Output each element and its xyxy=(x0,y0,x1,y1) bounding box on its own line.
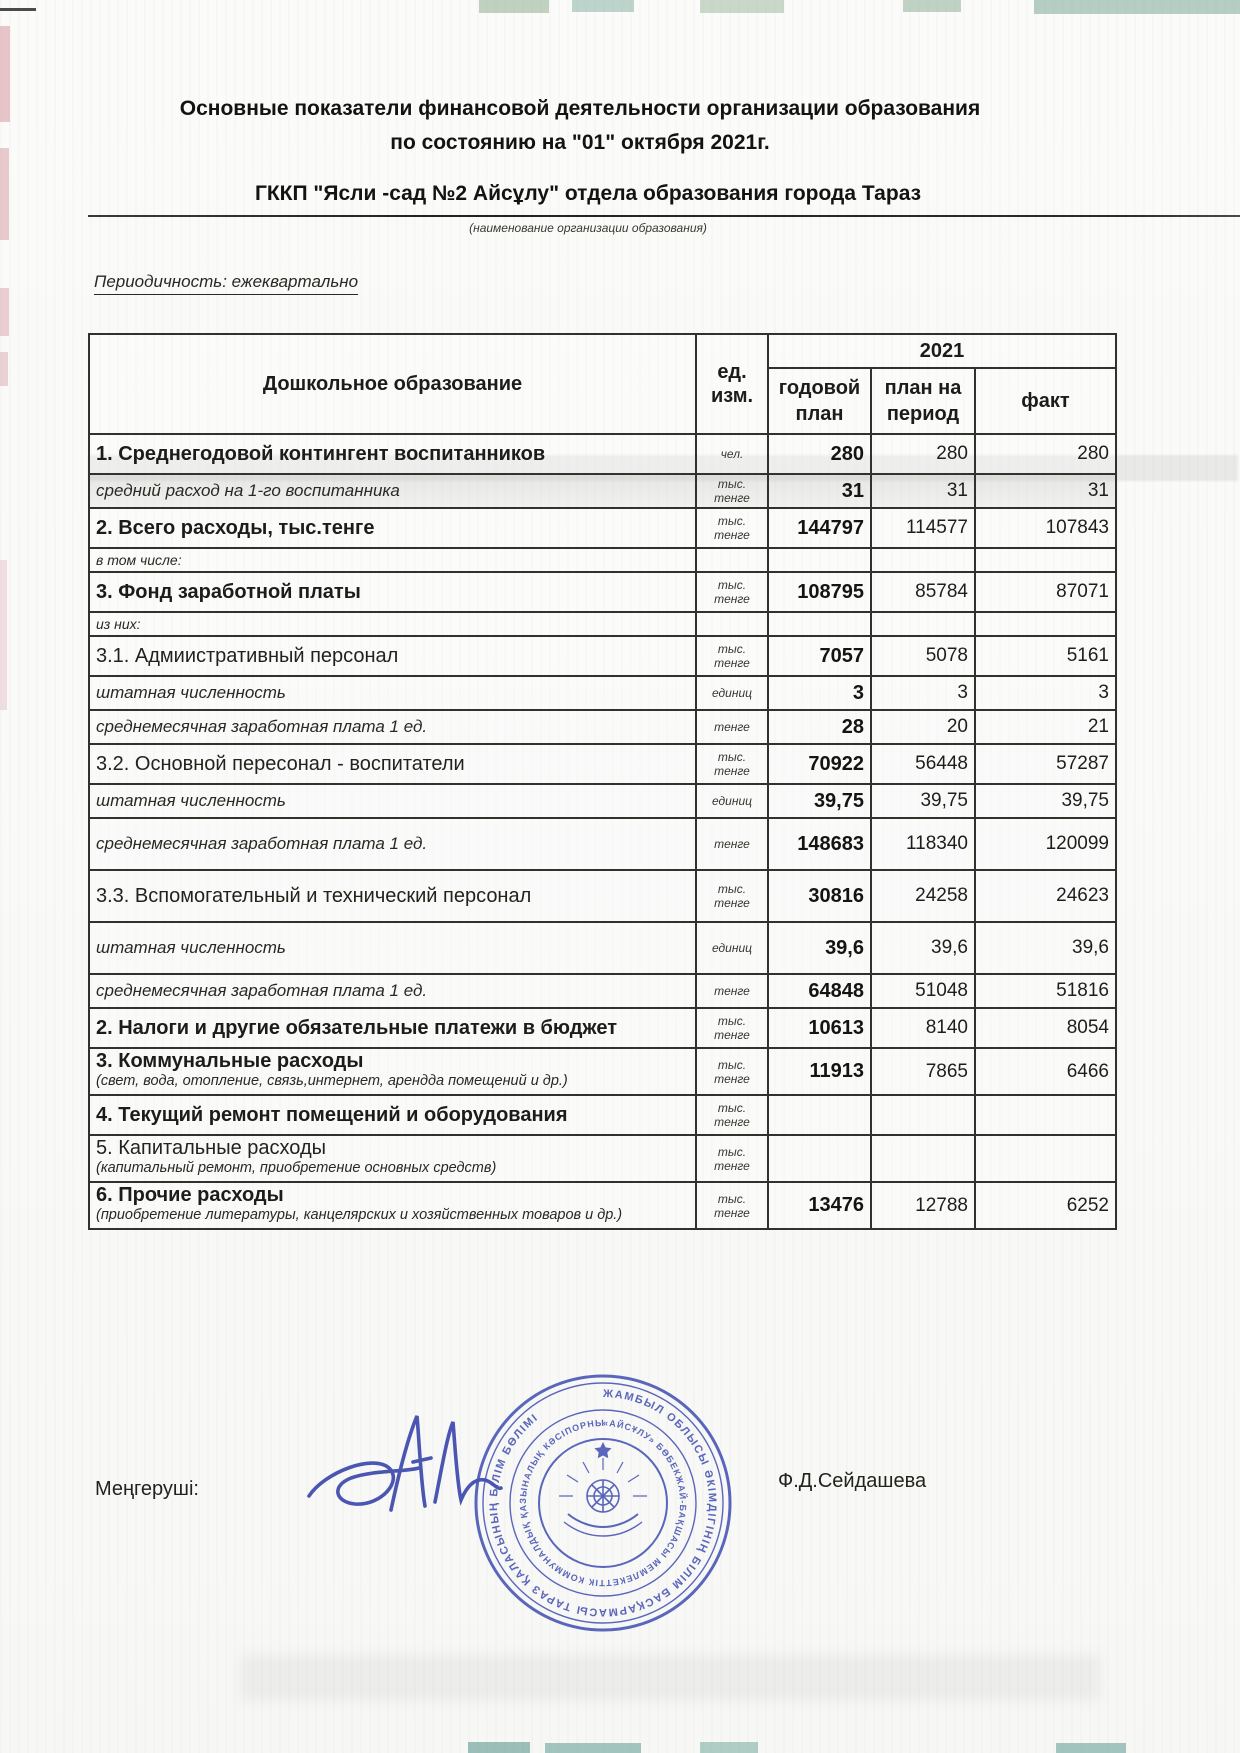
signatory-name: Ф.Д.Сейдашева xyxy=(778,1470,927,1492)
value-period-plan: 280 xyxy=(871,434,975,474)
row-unit: тыс. тенге xyxy=(696,474,768,508)
scan-artifact-top-green xyxy=(903,0,961,12)
value-fact: 57287 xyxy=(975,744,1116,784)
scan-artifact-left-pink xyxy=(0,26,10,122)
column-header-fact: факт xyxy=(975,368,1116,434)
table-row xyxy=(89,1095,1116,1135)
value-period-plan: 85784 xyxy=(871,572,975,612)
value-annual-plan: 13476 xyxy=(768,1182,871,1229)
document-title-line2: по состоянию на "01" октября 2021г. xyxy=(390,131,770,154)
scan-artifact-left-pink xyxy=(0,560,7,710)
table-row xyxy=(89,508,1116,548)
table-row xyxy=(89,870,1116,922)
value-period-plan: 31 xyxy=(871,474,975,508)
row-unit: тыс. тенге xyxy=(696,1008,768,1048)
table-row xyxy=(89,572,1116,612)
row-unit: чел. xyxy=(696,434,768,474)
row-unit: тыс. тенге xyxy=(696,572,768,612)
value-period-plan: 51048 xyxy=(871,974,975,1008)
value-fact: 5161 xyxy=(975,636,1116,676)
row-label: в том числе: xyxy=(89,548,696,572)
row-label: штатная численность xyxy=(89,922,696,974)
row-label: среднемесячная заработная плата 1 ед. xyxy=(89,974,696,1008)
official-stamp xyxy=(472,1372,734,1634)
table-row xyxy=(89,434,1116,474)
value-fact xyxy=(975,548,1116,572)
scan-artifact-top-green xyxy=(572,0,634,12)
row-unit: единиц xyxy=(696,784,768,818)
row-label: среднемесячная заработная плата 1 ед. xyxy=(89,710,696,744)
stamp-ring-text-inner: «АЙСҰЛУ» БӨБЕКЖАЙ-БАҚШАСЫ МЕМЛЕКЕТТІК КОММУНАЛДЫҚ ҚАЗЫНАЛЫҚ КӘСІПОРНЫ xyxy=(517,1417,689,1589)
row-unit: тыс. тенге xyxy=(696,1135,768,1182)
value-period-plan: 39,75 xyxy=(871,784,975,818)
value-annual-plan: 64848 xyxy=(768,974,871,1008)
row-unit: тенге xyxy=(696,710,768,744)
value-period-plan xyxy=(871,548,975,572)
table-body xyxy=(89,434,1116,1229)
value-annual-plan xyxy=(768,612,871,636)
document-title-line1: Основные показатели финансовой деятельности организации образования xyxy=(179,97,981,120)
row-unit: единиц xyxy=(696,922,768,974)
value-fact: 21 xyxy=(975,710,1116,744)
table-row xyxy=(89,676,1116,710)
value-annual-plan: 148683 xyxy=(768,818,871,870)
value-annual-plan: 3 xyxy=(768,676,871,710)
value-period-plan: 20 xyxy=(871,710,975,744)
row-label: 3. Фонд заработной платы xyxy=(89,572,696,612)
table-row xyxy=(89,1135,1116,1182)
scan-artifact-top-green xyxy=(1034,0,1240,14)
row-sublabel: (капитальный ремонт, приобретение основных средств) xyxy=(96,1160,497,1176)
row-unit xyxy=(696,548,768,572)
document-title xyxy=(110,92,1050,160)
value-annual-plan: 70922 xyxy=(768,744,871,784)
scan-artifact-left-pink xyxy=(0,148,9,240)
value-annual-plan: 144797 xyxy=(768,508,871,548)
value-fact: 107843 xyxy=(975,508,1116,548)
value-annual-plan: 39,6 xyxy=(768,922,871,974)
value-annual-plan: 11913 xyxy=(768,1048,871,1095)
row-label: среднемесячная заработная плата 1 ед. xyxy=(89,818,696,870)
value-annual-plan xyxy=(768,1135,871,1182)
value-period-plan: 118340 xyxy=(871,818,975,870)
stamp-emblem xyxy=(559,1442,647,1536)
value-fact: 3 xyxy=(975,676,1116,710)
row-label: штатная численность xyxy=(89,676,696,710)
organization-caption: (наименование организации образования) xyxy=(469,221,707,235)
table-header-row-1 xyxy=(89,334,1116,368)
value-fact: 24623 xyxy=(975,870,1116,922)
value-annual-plan: 7057 xyxy=(768,636,871,676)
value-period-plan xyxy=(871,1095,975,1135)
row-label: 5. Капитальные расходы (капитальный ремонт, приобретение основных средств) xyxy=(89,1135,696,1182)
value-annual-plan: 31 xyxy=(768,474,871,508)
value-period-plan: 3 xyxy=(871,676,975,710)
row-unit: тыс. тенге xyxy=(696,1182,768,1229)
value-annual-plan: 39,75 xyxy=(768,784,871,818)
signatory-role-label: Меңгеруші: xyxy=(95,1478,199,1500)
table-row xyxy=(89,474,1116,508)
row-label: 3. Коммунальные расходы (свет, вода, отопление, связь,интернет, арендда помещений и др.) xyxy=(89,1048,696,1095)
row-unit: тыс. тенге xyxy=(696,744,768,784)
row-unit: тыс. тенге xyxy=(696,508,768,548)
value-annual-plan: 280 xyxy=(768,434,871,474)
scan-artifact-top-green xyxy=(479,0,549,13)
row-label: 4. Текущий ремонт помещений и оборудования xyxy=(89,1095,696,1135)
table-row xyxy=(89,612,1116,636)
value-period-plan: 12788 xyxy=(871,1182,975,1229)
row-label: 6. Прочие расходы (приобретение литературы, канцелярских и хозяйственных товаров и др.) xyxy=(89,1182,696,1229)
row-label: 2. Налоги и другие обязательные платежи в бюджет xyxy=(89,1008,696,1048)
value-fact: 280 xyxy=(975,434,1116,474)
periodicity-label: Периодичность: ежеквартально xyxy=(94,272,358,295)
scan-artifact-bottom-teal xyxy=(468,1742,530,1753)
scan-artifact-grey-band xyxy=(240,1655,1100,1701)
row-unit: тыс. тенге xyxy=(696,1048,768,1095)
table-row xyxy=(89,1182,1116,1229)
value-fact xyxy=(975,1135,1116,1182)
row-label: 1. Среднегодовой контингент воспитанников xyxy=(89,434,696,474)
value-fact: 51816 xyxy=(975,974,1116,1008)
value-period-plan: 7865 xyxy=(871,1048,975,1095)
row-unit: тенге xyxy=(696,818,768,870)
row-unit: тенге xyxy=(696,974,768,1008)
value-fact: 39,6 xyxy=(975,922,1116,974)
value-fact xyxy=(975,1095,1116,1135)
value-fact: 120099 xyxy=(975,818,1116,870)
row-label: средний расход на 1-го воспитанника xyxy=(89,474,696,508)
value-fact: 31 xyxy=(975,474,1116,508)
table-row xyxy=(89,710,1116,744)
value-period-plan xyxy=(871,1135,975,1182)
row-label: 3.3. Вспомогательный и технический персонал xyxy=(89,870,696,922)
row-unit xyxy=(696,612,768,636)
scan-artifact-top-green xyxy=(700,0,784,13)
table-row xyxy=(89,636,1116,676)
scan-artifact-bottom-teal xyxy=(545,1743,641,1753)
value-period-plan xyxy=(871,612,975,636)
value-annual-plan: 10613 xyxy=(768,1008,871,1048)
table-row xyxy=(89,974,1116,1008)
column-header-year: 2021 xyxy=(768,334,1116,368)
organization-underline xyxy=(88,215,1240,217)
value-fact: 8054 xyxy=(975,1008,1116,1048)
value-fact xyxy=(975,612,1116,636)
scan-artifact-left-pink xyxy=(0,352,8,386)
value-period-plan: 114577 xyxy=(871,508,975,548)
value-fact: 87071 xyxy=(975,572,1116,612)
scan-artifact-left-pink xyxy=(0,288,9,336)
value-annual-plan xyxy=(768,1095,871,1135)
table-row xyxy=(89,1048,1116,1095)
column-header-annual-plan: годовой план xyxy=(768,368,871,434)
row-label: штатная численность xyxy=(89,784,696,818)
value-fact: 39,75 xyxy=(975,784,1116,818)
value-fact: 6466 xyxy=(975,1048,1116,1095)
row-unit: тыс. тенге xyxy=(696,636,768,676)
column-header-unit: ед. изм. xyxy=(696,334,768,434)
organization-name: ГККП "Ясли -сад №2 Айсұлу" отдела образования города Тараз xyxy=(254,182,922,205)
row-label: 3.2. Основной пересонал - воспитатели xyxy=(89,744,696,784)
row-unit: единиц xyxy=(696,676,768,710)
row-label: из них: xyxy=(89,612,696,636)
row-sublabel: (приобретение литературы, канцелярских и хозяйственных товаров и др.) xyxy=(96,1207,623,1223)
table-row xyxy=(89,744,1116,784)
row-unit: тыс. тенге xyxy=(696,870,768,922)
value-annual-plan: 28 xyxy=(768,710,871,744)
column-header-period-plan: план на период xyxy=(871,368,975,434)
value-period-plan: 56448 xyxy=(871,744,975,784)
column-header-main: Дошкольное образование xyxy=(89,334,696,434)
table-row xyxy=(89,818,1116,870)
value-period-plan: 8140 xyxy=(871,1008,975,1048)
scan-artifact-bottom-teal xyxy=(700,1742,758,1753)
table-row xyxy=(89,548,1116,572)
row-unit: тыс. тенге xyxy=(696,1095,768,1135)
value-period-plan: 39,6 xyxy=(871,922,975,974)
financial-table xyxy=(88,333,1117,1230)
row-sublabel: (свет, вода, отопление, связь,интернет, арендда помещений и др.) xyxy=(96,1073,568,1089)
row-label: 2. Всего расходы, тыс.тенге xyxy=(89,508,696,548)
value-fact: 6252 xyxy=(975,1182,1116,1229)
scan-artifact-bottom-teal xyxy=(1056,1743,1126,1753)
value-period-plan: 24258 xyxy=(871,870,975,922)
value-annual-plan: 108795 xyxy=(768,572,871,612)
scan-artifact-top-line xyxy=(0,8,36,11)
value-annual-plan: 30816 xyxy=(768,870,871,922)
table-row xyxy=(89,784,1116,818)
table-row xyxy=(89,1008,1116,1048)
value-annual-plan xyxy=(768,548,871,572)
stamp-ring-text-outer: ЖАМБЫЛ ОБЛЫСЫ ӘКІМДІГІНІҢ БІЛІМ БАСҚАРМАСЫ ТАРАЗ ҚАЛАСЫНЫҢ БІЛІМ БӨЛІМІ xyxy=(487,1387,719,1619)
value-period-plan: 5078 xyxy=(871,636,975,676)
row-label: 3.1. Адмиистративный персонал xyxy=(89,636,696,676)
table-row xyxy=(89,922,1116,974)
